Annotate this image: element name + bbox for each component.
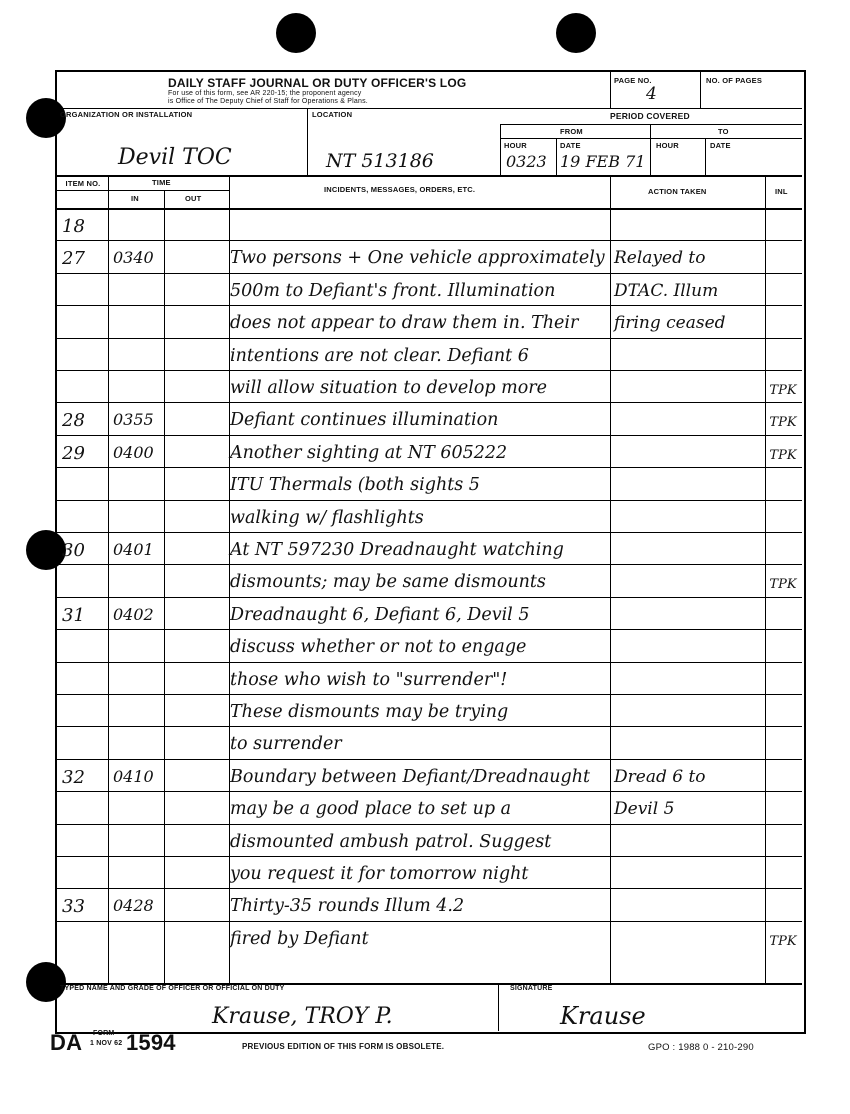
punch-hole [556,13,596,53]
entry-item-no: 32 [62,767,85,788]
entry-time-in: 0340 [113,248,154,267]
entry-item-no: 33 [62,896,85,917]
entry-text: ITU Thermals (both sights 5 [230,475,480,495]
entry-item-no: 30 [62,540,85,561]
entry-text: Another sighting at NT 605222 [230,443,508,463]
to-hour-label: HOUR [656,141,679,150]
entry-initials: TPK [769,577,797,592]
entry-initials: TPK [769,383,797,398]
from-date-value: 19 FEB 71 [560,152,646,171]
entry-action: Dread 6 to [614,767,706,787]
entry-item-no: 29 [62,443,85,464]
form-date: 1 NOV 62 [90,1040,123,1047]
from-hour-label: HOUR [504,141,527,150]
entry-text: intentions are not clear. Defiant 6 [230,346,529,366]
punch-hole [276,13,316,53]
entry-action: Devil 5 [614,799,675,819]
location-value: NT 513186 [326,150,434,172]
from-hour-value: 0323 [506,152,547,171]
signature-label: SIGNATURE [510,985,553,992]
entry-time-in: 0402 [113,605,154,624]
entry-item-no: 18 [62,216,85,237]
entry-time-in: 0428 [113,896,154,915]
entry-text: may be a good place to set up a [230,799,512,819]
time-in-header: IN [131,194,139,203]
form-subtitle-1: For use of this form, see AR 220-15; the proponent agency [168,90,362,97]
entry-text: those who wish to "surrender"! [230,670,508,690]
entry-action: Relayed to [614,248,706,268]
time-out-header: OUT [185,194,202,203]
org-value: Devil TOC [118,145,232,170]
entry-text: At NT 597230 Dreadnaught watching [230,540,564,560]
entry-text: walking w/ flashlights [230,508,424,528]
entry-time-in: 0400 [113,443,154,462]
officer-label: TYPED NAME AND GRADE OF OFFICER OR OFFICIAL ON DUTY [60,985,285,992]
entry-text: Boundary between Defiant/Dreadnaught [230,767,591,787]
entry-time-in: 0410 [113,767,154,786]
period-covered-label: PERIOD COVERED [610,111,690,121]
entry-text: fired by Defiant [230,929,369,949]
entry-item-no: 31 [62,605,85,626]
entry-text: will allow situation to develop more [230,378,548,398]
entry-text: Dreadnaught 6, Defiant 6, Devil 5 [230,605,530,625]
form-subtitle-2: is Office of The Deputy Chief of Staff for Operations & Plans. [168,98,368,105]
entry-text: discuss whether or not to engage [230,637,527,657]
entry-action: DTAC. Illum [614,281,719,301]
form-da: DA [50,1030,83,1055]
entry-text: Two persons + One vehicle approximately [230,248,605,268]
initials-header: INL [775,187,788,196]
to-label: TO [718,127,729,136]
entry-text: does not appear to draw them in. Their [230,313,579,333]
entry-text: These dismounts may be trying [230,702,509,722]
form-number: 1594 [126,1030,176,1055]
entry-text: to surrender [230,734,342,754]
entry-text: dismounts; may be same dismounts [230,572,546,592]
from-date-label: DATE [560,141,581,150]
entry-initials: TPK [769,415,797,430]
form-title: DAILY STAFF JOURNAL OR DUTY OFFICER'S LOG [168,76,467,90]
previous-edition-note: PREVIOUS EDITION OF THIS FORM IS OBSOLETE. [242,1042,445,1051]
to-date-label: DATE [710,141,731,150]
action-header: ACTION TAKEN [648,187,707,196]
officer-value: Krause, TROY P. [212,1004,393,1029]
entry-initials: TPK [769,448,797,463]
location-label: LOCATION [312,110,353,119]
entry-initials: TPK [769,934,797,949]
page-no-value: 4 [646,84,657,104]
org-label: ORGANIZATION OR INSTALLATION [60,110,193,119]
time-header: TIME [152,178,171,187]
entry-time-in: 0401 [113,540,154,559]
from-label: FROM [560,127,583,136]
entry-text: Defiant continues illumination [230,410,499,430]
entry-item-no: 28 [62,410,85,431]
page-no-label: PAGE NO. [614,76,652,85]
gpo-number: GPO : 1988 0 - 210-290 [648,1042,754,1053]
incidents-header: INCIDENTS, MESSAGES, ORDERS, ETC. [324,185,476,194]
no-of-pages-label: NO. OF PAGES [706,76,763,85]
entry-item-no: 27 [62,248,85,269]
entry-text: Thirty-35 rounds Illum 4.2 [230,896,465,916]
form-word: FORM [93,1030,115,1037]
entry-text: you request it for tomorrow night [230,864,529,884]
entry-text: dismounted ambush patrol. Suggest [230,832,552,852]
entry-text: 500m to Defiant's front. Illumination [230,281,556,301]
entry-action: firing ceased [614,313,726,333]
item-no-header: ITEM NO. [65,179,101,188]
signature-value: Krause [560,1002,646,1030]
entry-time-in: 0355 [113,410,154,429]
